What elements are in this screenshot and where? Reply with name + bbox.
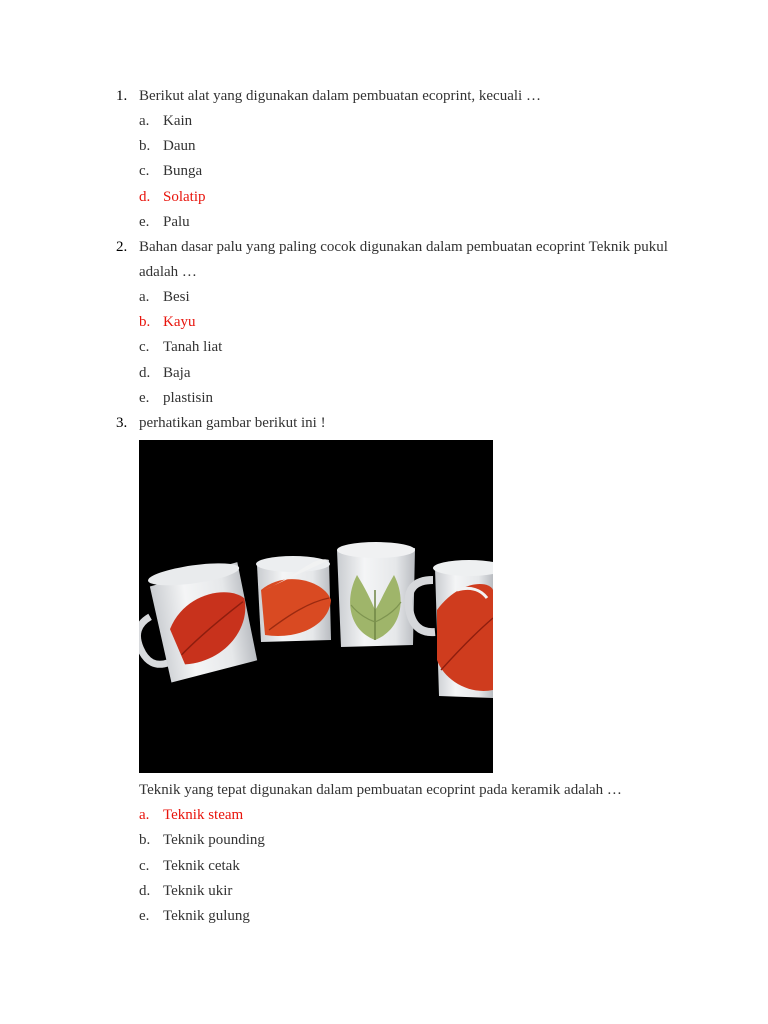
- question-text: Bahan dasar palu yang paling cocok digunakan dalam pembuatan ecoprint Teknik pukul adalah …: [139, 239, 668, 280]
- option-text: Teknik cetak: [163, 858, 240, 874]
- option-letter: d.: [139, 365, 151, 381]
- option-letter: e.: [139, 214, 150, 230]
- option-1a: [139, 109, 192, 134]
- ecoprint-mugs-photo: [139, 440, 493, 773]
- question-number: 3.: [116, 415, 128, 431]
- option-letter: c.: [139, 339, 150, 355]
- option-letter: e.: [139, 908, 150, 924]
- option-letter: b.: [139, 314, 151, 330]
- option-1d-correct: [139, 185, 206, 210]
- option-1e: [139, 210, 190, 235]
- option-text: Solatip: [163, 189, 206, 205]
- option-text: Besi: [163, 289, 190, 305]
- question-text: Berikut alat yang digunakan dalam pembuatan ecoprint, kecuali …: [139, 88, 541, 104]
- option-text: Teknik pounding: [163, 832, 265, 848]
- option-letter: e.: [139, 390, 150, 406]
- option-2d: [139, 361, 191, 386]
- option-text: Baja: [163, 365, 191, 381]
- question-text: perhatikan gambar berikut ini !: [139, 415, 326, 431]
- mug-center-right: [337, 542, 415, 647]
- option-letter: a.: [139, 289, 150, 305]
- option-letter: b.: [139, 832, 151, 848]
- option-3c: [139, 854, 240, 879]
- option-letter: d.: [139, 883, 151, 899]
- option-3e: [139, 904, 250, 929]
- option-letter: d.: [139, 189, 151, 205]
- option-letter: c.: [139, 858, 150, 874]
- question-number: 2.: [116, 239, 128, 255]
- option-letter: a.: [139, 807, 150, 823]
- option-3b: [139, 828, 265, 853]
- question-3-stem: Teknik yang tepat digunakan dalam pembuatan ecoprint pada keramik adalah …: [139, 782, 622, 798]
- option-2e: [139, 386, 213, 411]
- option-letter: a.: [139, 113, 150, 129]
- option-letter: c.: [139, 163, 150, 179]
- option-1c: [139, 159, 202, 184]
- option-2a: [139, 285, 190, 310]
- option-1b: [139, 134, 196, 159]
- option-3d: [139, 879, 232, 904]
- mug-center-left: [256, 556, 331, 642]
- option-2c: [139, 335, 222, 360]
- option-text: Kain: [163, 113, 193, 129]
- option-letter: b.: [139, 138, 151, 154]
- option-text: Daun: [163, 138, 196, 154]
- option-text: Bunga: [163, 163, 203, 179]
- option-text: Teknik steam: [163, 807, 244, 823]
- option-text: Teknik ukir: [163, 883, 233, 899]
- option-3a-correct: [139, 803, 243, 828]
- option-text: Teknik gulung: [163, 908, 250, 924]
- option-text: plastisin: [163, 390, 214, 406]
- option-text: Kayu: [163, 314, 196, 330]
- option-text: Tanah liat: [163, 339, 223, 355]
- option-2b-correct: [139, 310, 196, 335]
- option-text: Palu: [163, 214, 190, 230]
- question-number: 1.: [116, 88, 128, 104]
